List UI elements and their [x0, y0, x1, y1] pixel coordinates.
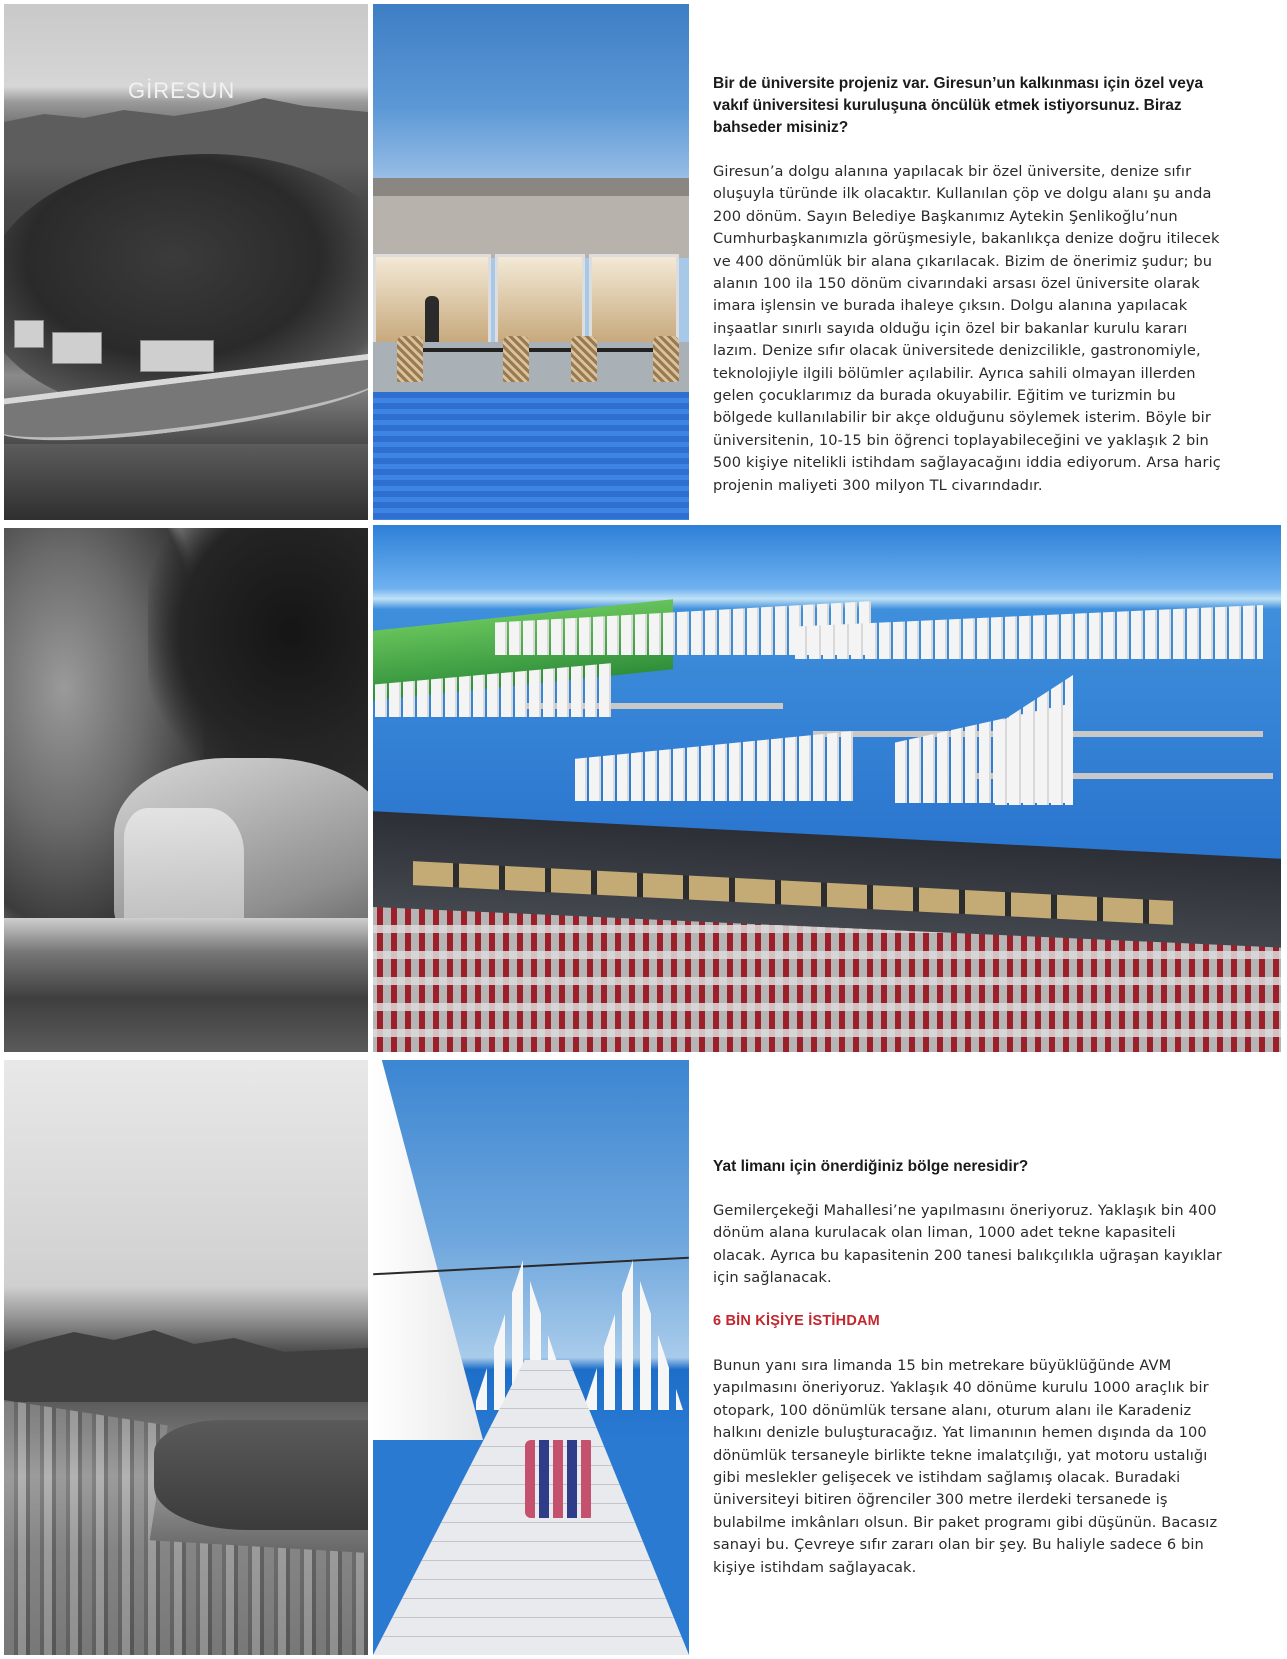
promenade-shops-render: [373, 4, 689, 520]
bollard: [503, 336, 529, 382]
marina-overview-render: [373, 525, 1281, 1052]
pool: [4, 918, 368, 1052]
giresun-aerial-photo: [4, 4, 368, 520]
yacht-walkway-render: [373, 1060, 689, 1655]
answer-employment: Bunun yanı sıra limanda 15 bin metrekare büyüklüğünde AVM yapılmasını öneriyoruz. Yaklaşık 40 dönüme kurulu 1000 araçlık bir otopark, 100 dönümlük tersane alanı, oturum alanı ile Karadeniz halkını denizle buluşturacağız. Yat limanının hemen dışında da 100 dönümlük tersaneyle birlikte tekne imalatçılığı, yat motoru ustalığı gibi meslekler gelişecek ve istihdam sağlamış olacak. Buradaki üniversiteyi bitiren öğrenciler 300 metre ilerdeki tersanede iş bulabilme imkânları olsun. Bir paket programı gibi düşünün. Bacasız sanayi bu. Çevreye sıfır zararı olan bir şey. Bu haliyle sadece 6 bin kişiye istihdam sağlayacak.: [713, 1357, 1218, 1576]
pedestrians-group: [525, 1440, 595, 1518]
building: [140, 340, 214, 372]
bollard: [653, 336, 679, 382]
building: [52, 332, 102, 364]
foreground-sail: [373, 1060, 483, 1440]
sea: [4, 444, 368, 520]
chain-fence: [413, 348, 653, 352]
bollard: [571, 336, 597, 382]
hills-silhouette: [4, 1322, 368, 1402]
answer-marina: Gemilerçekeği Mahallesi’ne yapılmasını öneriyoruz. Yaklaşık bin 400 dönüm alana kurulacak olan liman, 1000 adet tekne kapasiteli olacak. Ayrıca bu kapasitenin 200 tanesi balıkçılıkla uğraşan kayıklar için sağlanacak.: [713, 1202, 1222, 1287]
shop-window: [589, 254, 679, 348]
sailboat-row: [993, 675, 1073, 805]
sailboat-group: [583, 1260, 683, 1410]
subhead-employment: 6 BİN KİŞİYE İSTİHDAM: [713, 1313, 880, 1329]
question-university: Bir de üniversite projeniz var. Giresun’un kalkınması için özel veya vakıf üniversitesi kuruluşuna öncülük etmek istiyorsunuz. Biraz bahseder misiniz?: [713, 75, 1204, 136]
harbor-water: [373, 392, 689, 520]
city-panorama-photo: [4, 1060, 368, 1655]
shop-window: [495, 254, 585, 348]
bay: [154, 1420, 368, 1530]
pedestrian: [425, 296, 439, 346]
sailboat-row: [573, 731, 853, 801]
question-marina: Yat limanı için önerdiğiniz bölge neresidir?: [713, 1158, 1029, 1175]
bollard: [397, 336, 423, 382]
city-title: GİRESUN: [128, 78, 236, 103]
building: [14, 320, 44, 348]
answer-university: Giresun’a dolgu alanına yapılacak bir özel üniversite, denize sıfır oluşuyla türünde ilk olacaktır. Kullanılan çöp ve dolgu alanı şu anda 200 dönüm. Sayın Belediye Başkanımız Aytekin Şenlikoğlu’nun Cumhurbaşkanımızla görüşmesiyle, bakanlıkça denize doğru itilecek ve 400 dönümlük bir alana çıkarılacak. Bizim de önerimiz şudur; bu alanın 100 ila 150 dönüm civarındaki arsası özel üniversite olarak imara işlensin ve burada ihaleye çıksın. Dolgu alanına yapılacak inşaatlar sınırlı sayıda olduğu için özel bir bakanlar kurulu kararı lazım. Denize sıfır olacak üniversitede denizcilikle, gastronomiyle, teknolojiyle ilgili bölümler açılabilir. Ayrıca sahili olmayan illerden gelen çocuklarımız da burada okuyabilir. Eğitim ve turizmin bu bölgede kullanılabilir bir akçe olduğunu söylemek isterim. Böyle bir üniversitenin, 10-15 bin öğrenci toplayabileceğini ve yaklaşık 2 bin 500 kişiye nitelikli istihdam sağlayacağını iddia ediyorum. Arsa hariç projenin maliyeti 300 milyon TL civarındadır.: [713, 163, 1221, 494]
canopy: [373, 178, 689, 196]
trees: [148, 528, 368, 788]
waterfall-photo: [4, 528, 368, 1052]
